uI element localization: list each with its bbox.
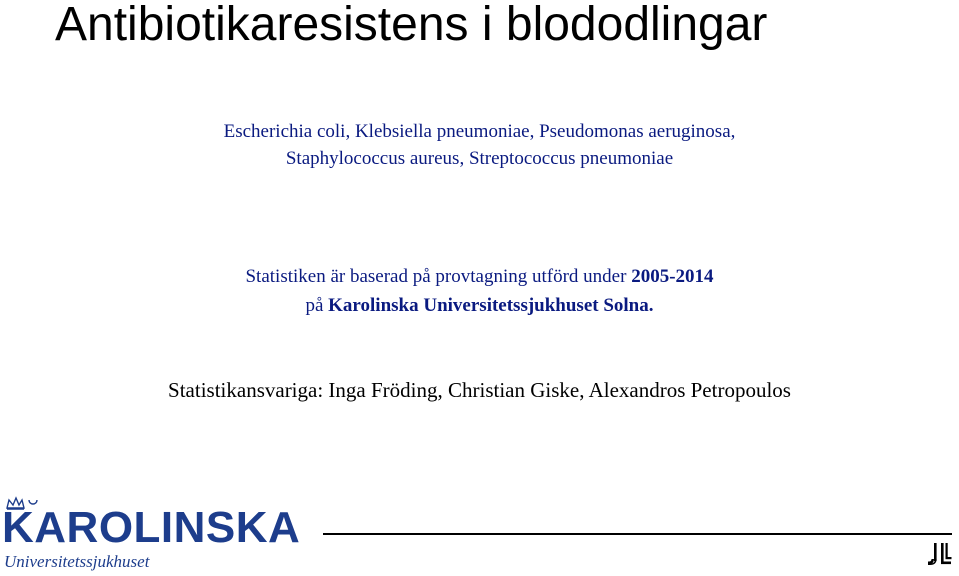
basis-period: 2005-2014 — [631, 266, 714, 287]
species-list — [0, 118, 959, 172]
statistics-basis — [0, 262, 959, 320]
page-title: Antibiotikaresistens i blododlingar — [55, 0, 768, 51]
basis-line-1 — [0, 262, 959, 291]
species-line-1: Escherichia coli, Klebsiella pneumoniae, Pseudomonas aeruginosa, — [223, 121, 736, 142]
basis-line-2 — [0, 291, 959, 320]
species-line-2: Staphylococcus aureus, Streptococcus pneumoniae — [285, 148, 674, 169]
jl-monogram-icon — [926, 541, 954, 567]
basis-line-2-text: på — [305, 295, 329, 316]
footer-divider — [323, 533, 952, 535]
logo-wordmark: KAROLINSKA — [2, 503, 301, 552]
karolinska-logo — [2, 496, 322, 576]
basis-line-1-text: Statistiken är baserad på provtagning utförd under — [245, 266, 632, 287]
responsible-persons: Statistikansvariga: Inga Fröding, Christian Giske, Alexandros Petropoulos — [168, 378, 791, 402]
logo-subtitle: Universitetssjukhuset — [4, 552, 150, 571]
basis-hospital: Karolinska Universitetssjukhuset Solna. — [328, 295, 654, 316]
